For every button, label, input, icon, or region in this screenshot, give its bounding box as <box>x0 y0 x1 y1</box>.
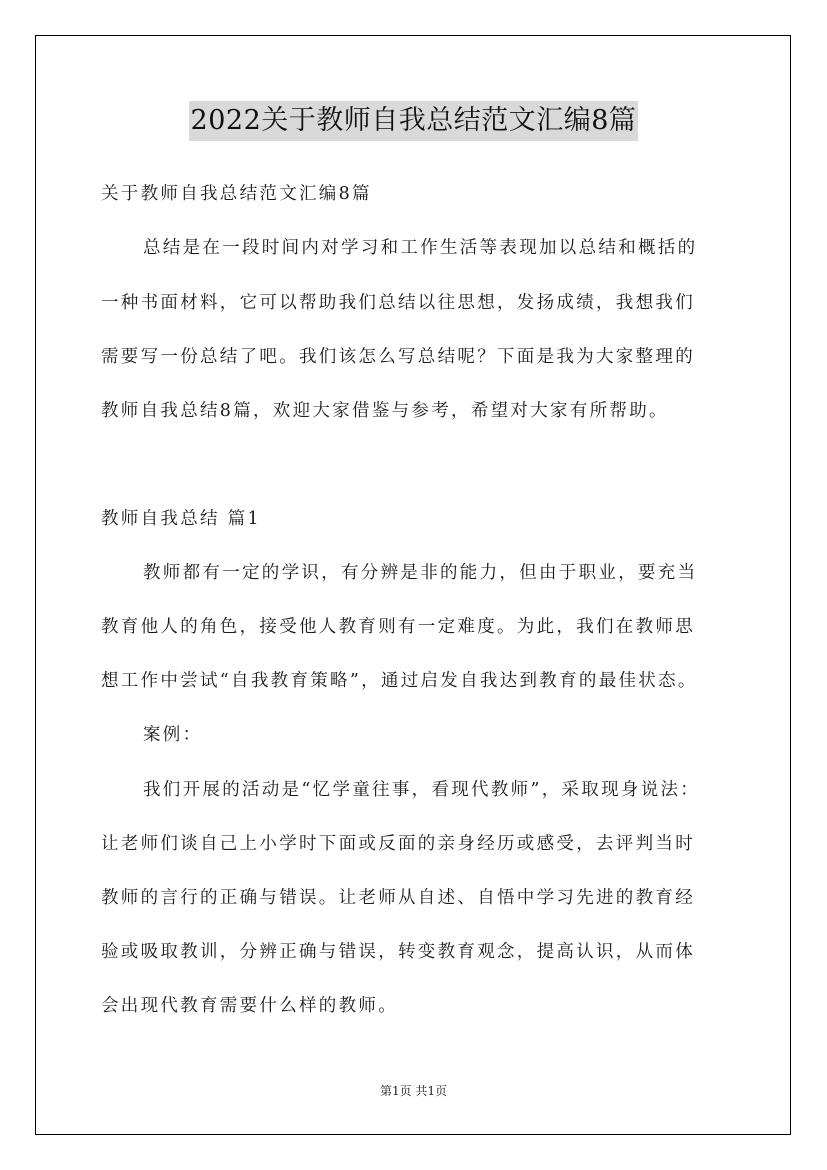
intro-line: 总结是在一段时间内对学习和工作生活等表现加以总结和概括的 <box>143 238 698 258</box>
intro-line: 一种书面材料，它可以帮助我们总结以往思想，发扬成绩，我想我们 <box>101 293 695 313</box>
title-container <box>0 101 827 141</box>
intro-line: 需要写一份总结了吧。我们该怎么写总结呢？下面是我为大家整理的 <box>101 347 695 367</box>
page-footer: 第1页 共1页 <box>379 1084 448 1098</box>
paragraph-line: 我们开展的活动是“忆学童往事，看现代教师”，采取现身说法： <box>143 780 701 800</box>
document-subtitle: 关于教师自我总结范文汇编8篇 <box>101 184 372 204</box>
paragraph-line: 验或吸取教训，分辨正确与错误，转变教育观念，提高认识，从而体 <box>101 942 695 962</box>
paragraph-line: 教师都有一定的学识，有分辨是非的能力，但由于职业，要充当 <box>143 563 698 583</box>
section-heading: 教师自我总结 篇1 <box>101 509 261 529</box>
paragraph-line: 想工作中尝试“自我教育策略”，通过启发自我达到教育的最佳状态。 <box>101 671 698 691</box>
paragraph-line: 教师的言行的正确与错误。让老师从自述、自悟中学习先进的教育经 <box>101 888 695 908</box>
intro-line: 教师自我总结8篇，欢迎大家借鉴与参考，希望对大家有所帮助。 <box>101 401 669 421</box>
paragraph-line: 会出现代教育需要什么样的教师。 <box>101 996 398 1016</box>
document-title: 2022关于教师自我总结范文汇编8篇 <box>189 101 639 141</box>
paragraph-line: 教育他人的角色，接受他人教育则有一定难度。为此，我们在教师思 <box>101 617 695 637</box>
case-label: 案例： <box>143 725 203 745</box>
paragraph-line: 让老师们谈自己上小学时下面或反面的亲身经历或感受，去评判当时 <box>101 834 695 854</box>
